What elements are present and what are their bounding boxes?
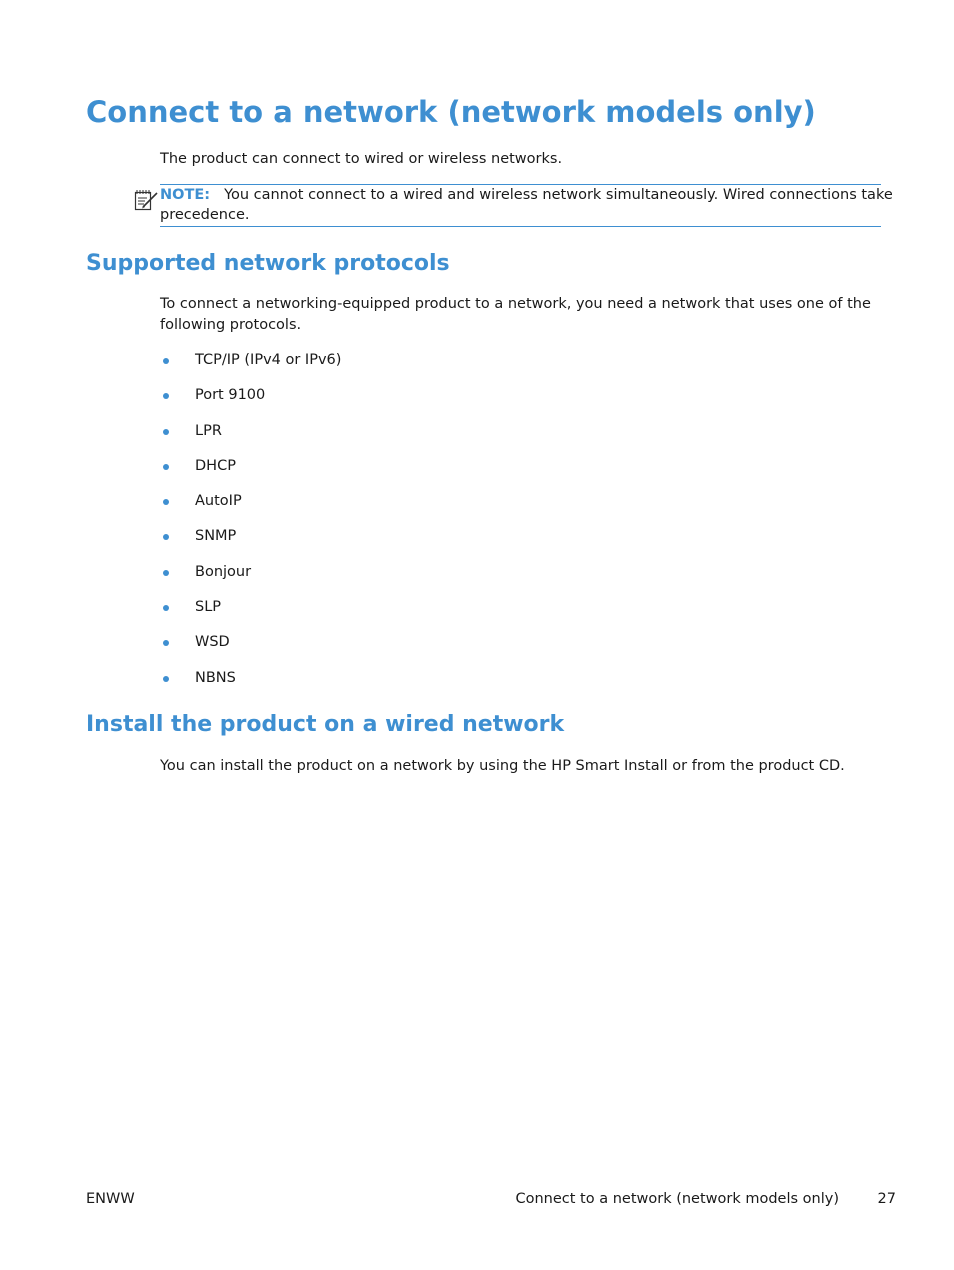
list-item-text: AutoIP: [195, 493, 242, 509]
wired-install-paragraph: You can install the product on a network by using the HP Smart Install or from the product CD.: [160, 758, 845, 774]
protocols-paragraph-line-2: following protocols.: [160, 317, 302, 333]
list-item-text: Bonjour: [195, 564, 252, 580]
list-item: [160, 491, 560, 513]
section-heading-protocols: Supported network protocols: [86, 251, 450, 276]
bullet-icon: [163, 464, 169, 470]
list-item-text: TCP/IP (IPv4 or IPv6): [195, 352, 342, 368]
note-box: [160, 184, 893, 227]
list-item: [160, 421, 560, 443]
list-item: [160, 597, 560, 619]
note-text: You cannot connect to a wired and wireless network simultaneously. Wired connections take: [224, 187, 893, 203]
list-item-text: SNMP: [195, 528, 237, 544]
list-item: [160, 385, 560, 407]
list-item-text: SLP: [195, 599, 222, 615]
bullet-icon: [163, 676, 169, 682]
bullet-icon: [163, 570, 169, 576]
list-item-text: NBNS: [195, 670, 236, 686]
protocols-paragraph-line-1: To connect a networking-equipped product to a network, you need a network that uses one of the: [160, 296, 871, 312]
bullet-icon: [163, 640, 169, 646]
bullet-icon: [163, 393, 169, 399]
bullet-icon: [163, 358, 169, 364]
bullet-icon: [163, 534, 169, 540]
note-pencil-icon: [134, 188, 160, 212]
note-label: NOTE:: [160, 187, 211, 203]
list-item-text: DHCP: [195, 458, 236, 474]
list-item: [160, 668, 560, 690]
note-line-2: precedence.: [160, 207, 250, 223]
list-item-text: LPR: [195, 423, 222, 439]
list-item-text: WSD: [195, 634, 230, 650]
list-item: [160, 562, 560, 584]
list-item: [160, 526, 560, 548]
footer-chapter-title: Connect to a network (network models only): [515, 1191, 839, 1207]
footer-locale: ENWW: [86, 1191, 135, 1207]
list-item: [160, 350, 560, 372]
note-line-1: [160, 185, 893, 206]
section-heading-wired-install: Install the product on a wired network: [86, 712, 565, 737]
list-item-text: Port 9100: [195, 387, 266, 403]
bullet-icon: [163, 605, 169, 611]
page-title: Connect to a network (network models only): [86, 95, 816, 129]
bullet-icon: [163, 429, 169, 435]
bullet-icon: [163, 499, 169, 505]
list-item: [160, 456, 560, 478]
intro-paragraph: The product can connect to wired or wireless networks.: [160, 151, 563, 167]
footer-page-number: 27: [877, 1191, 896, 1207]
list-item: [160, 632, 560, 654]
